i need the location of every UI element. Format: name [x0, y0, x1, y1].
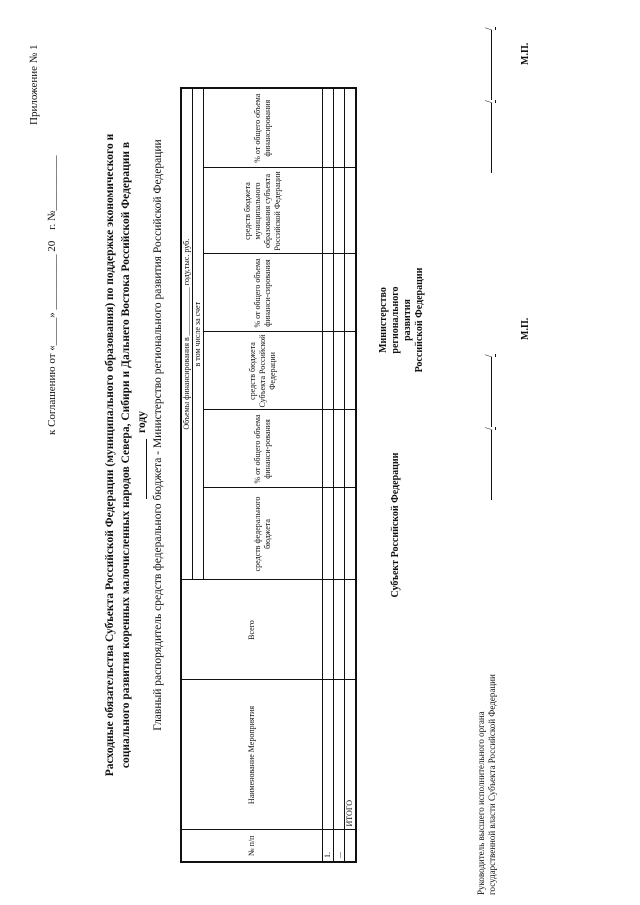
- title-line-3: [134, 45, 150, 865]
- row-cell: [334, 88, 345, 168]
- header-federal-budget: средств федерального бюджета: [204, 488, 323, 580]
- header-including: в том числе за счет: [193, 88, 204, 580]
- financing-table: [180, 87, 357, 863]
- row-cell: [323, 168, 334, 254]
- row-cell: [323, 580, 334, 680]
- row-cell: [345, 410, 357, 488]
- signature-blank: [491, 30, 492, 100]
- ministry-line-3: Российской Федерации: [414, 267, 425, 373]
- header-subject-percent: % от общего объема финанси-сирования: [204, 254, 323, 332]
- signature-slash: /: [484, 100, 495, 103]
- row-cell: [323, 488, 334, 580]
- row-cell: [334, 580, 345, 680]
- row-cell: [345, 488, 357, 580]
- row-cell: [323, 332, 334, 410]
- row-cell: [345, 88, 357, 168]
- row-cell: [345, 168, 357, 254]
- signature-slash: /: [484, 27, 495, 31]
- subject-signature-label: Субъект Российской Федерации: [390, 452, 401, 598]
- signature-blank: [491, 430, 492, 500]
- agreement-reference: к Соглашению от «_____» __________ 20 г. №__________: [46, 155, 58, 435]
- signature-line-right: [484, 27, 496, 173]
- row-cell: [323, 410, 334, 488]
- row-cell: [334, 332, 345, 410]
- header-municipal-percent: % от общего объема финансирования: [204, 88, 323, 168]
- row-cell: [345, 332, 357, 410]
- head-of-executive-label: [476, 455, 498, 895]
- header-financing-volume: Объемы финансирования в ____________ году,тыс. руб.: [181, 88, 193, 580]
- header-municipal-budget: средств бюджета муниципального образования субъекта Российской Федерации: [204, 168, 323, 254]
- row-cell: [345, 580, 357, 680]
- table-row: [334, 88, 345, 862]
- header-federal-percent: % от общего объема финанси-рования: [204, 410, 323, 488]
- seal-placeholder-right: М.П.: [520, 42, 531, 65]
- row-cell: [334, 488, 345, 580]
- document-title: [102, 45, 150, 865]
- row-cell: [323, 680, 334, 830]
- chief-administrator-line: Главный распорядитель средств федерального бюджета - Министерство регионального развития Российской Федерации: [152, 139, 164, 731]
- row-cell: [334, 680, 345, 830]
- header-total: Всего: [181, 580, 323, 680]
- ministry-line-2: регионального развития: [390, 286, 413, 354]
- row-cell: [334, 168, 345, 254]
- signature-blank: [491, 357, 492, 427]
- ministry-signature-label: [378, 265, 426, 375]
- row-cell: [323, 88, 334, 168]
- row-cell: [334, 254, 345, 332]
- title-line-2: социального развития коренных малочисленных народов Севера, Сибири и Дальнего Востока Российской Федерации в: [120, 141, 132, 769]
- row-cell: [345, 830, 357, 862]
- head-line-1: Руководитель высшего исполнительного органа: [476, 711, 486, 895]
- seal-placeholder-left: М.П.: [520, 317, 531, 340]
- row-cell: [323, 254, 334, 332]
- head-line-2: государственной власти Субъекта Российской Федерации: [487, 674, 497, 895]
- title-line-1: Расходные обязательства Субъекта Российской Федерации (муниципального образования) по поддержке экономического и: [104, 133, 116, 777]
- row-number: 1.: [323, 830, 334, 862]
- year-blank: [135, 439, 147, 499]
- total-label: ИТОГО: [345, 680, 357, 830]
- row-cell: [345, 254, 357, 332]
- ministry-line-1: Министерство: [378, 287, 389, 353]
- table-row: [323, 88, 334, 862]
- table-total-row: [345, 88, 357, 862]
- header-activity-name: Наименование Мероприятия: [181, 680, 323, 830]
- header-number: № п/п: [181, 830, 323, 862]
- title-year-word: году: [136, 411, 148, 433]
- signature-blank: [491, 103, 492, 173]
- signature-slash: /: [484, 427, 495, 430]
- row-cell: [334, 410, 345, 488]
- row-number: ...: [334, 830, 345, 862]
- signature-line-left: [484, 354, 496, 500]
- header-subject-budget: средств бюджета Субъекта Российской Федерации: [204, 332, 323, 410]
- appendix-label: Приложение № 1: [28, 44, 40, 125]
- signature-slash: /: [484, 354, 495, 358]
